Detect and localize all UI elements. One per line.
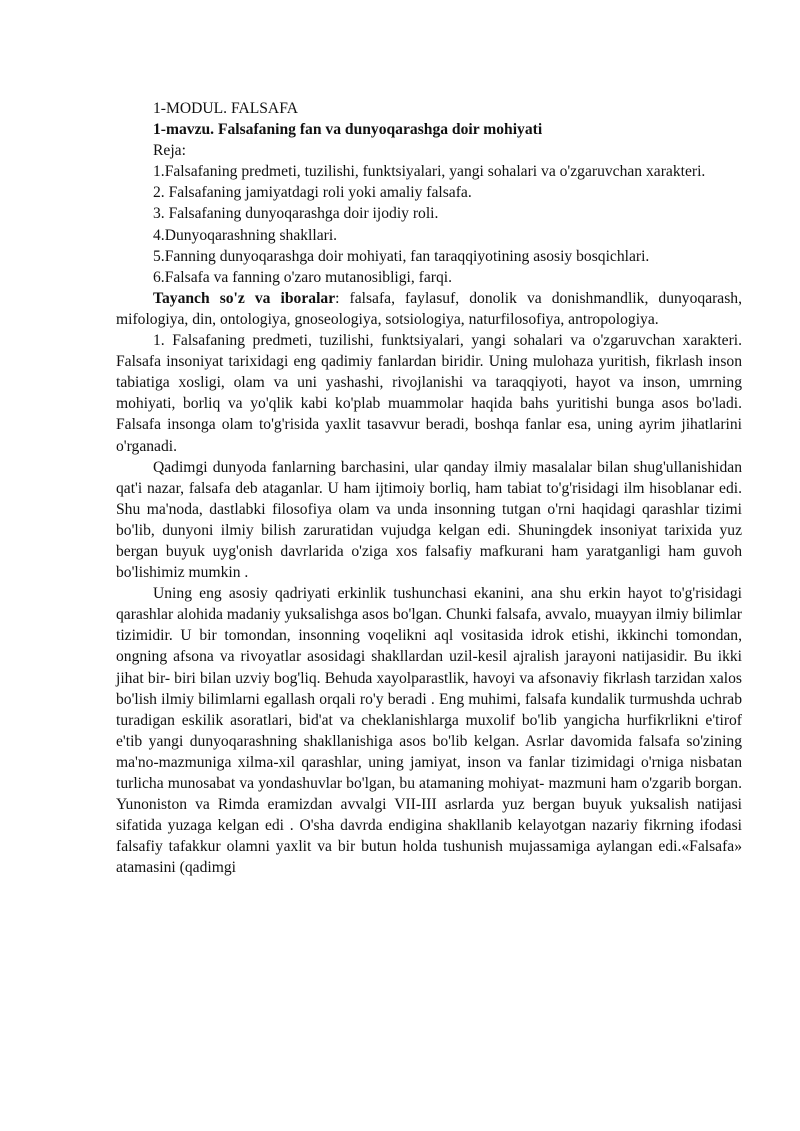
plan-item-1: 1.Falsafaning predmeti, tuzilishi, funktsiyalari, yangi sohalari va o'zgaruvchan xarakteri. <box>153 163 706 181</box>
body-paragraph-1: 1. Falsafaning predmeti, tuzilishi, funktsiyalari, yangi sohalari va o'zgaruvchan xarakteri. Falsafa insoniyat tarixidagi eng qadimiy fanlardan biridir. Uning mulohaza yuritish, fikrlash inson tabiatiga xosligi, olam va uni yashashi, rivojlanishi va taraqqiyoti, hayot va inson, umrning mohiyati, borliq va yo'qlik kabi ko'plab muammolar haqida bahs yuritishi bunga asos bo'ladi. Falsafa insonga olam to'g'risida yaxlit tasavvur beradi, boshqa fanlar esa, uning ayrim jihatlarini o'rganadi. <box>116 332 742 455</box>
keywords-label: Tayanch so'z va iboralar <box>153 289 336 307</box>
plan-list <box>116 161 742 288</box>
plan-item-3: 3. Falsafaning dunyoqarashga doir ijodiy roli. <box>153 205 439 223</box>
plan-item-2: 2. Falsafaning jamiyatdagi roli yoki amaliy falsafa. <box>153 184 472 202</box>
keywords-paragraph <box>116 288 742 330</box>
document-page <box>116 98 742 878</box>
plan-label: Reja: <box>153 142 186 160</box>
plan-item-4: 4.Dunyoqarashning shakllari. <box>153 226 338 244</box>
keywords-text: : falsafa, faylasuf, donolik va donishmandlik, dunyoqarash, mifologiya, din, ontologiya, gnoseologiya, sotsiologiya, naturfilosofiya, antropologiya. <box>116 289 742 328</box>
body-paragraph-3: Uning eng asosiy qadriyati erkinlik tushunchasi ekanini, ana shu erkin hayot to'g'risidagi qarashlar alohida madaniy yuksalishga asos bo'lgan. Chunki falsafa, avvalo, muayyan ilmiy bilimlar tizimidir. U bir tomondan, insonning voqelikni aql vositasida idrok etishi, ikkinchi tomondan, ongning afsona va rivoyatlar asosidagi shakllardan uzil-kesil ajralish jarayoni natijasidir. Bu ikki jihat bir- biri bilan uzviy bog'liq. Behuda xayolparastlik, havoyi va afsonaviy fikrlash tarzidan xalos bo'lish ilmiy bilimlarni egallash orqali ro'y beradi . Eng muhimi, falsafa kundalik turmushda uchrab turadigan eskilik asoratlari, bid'at va cheklanishlarga muxolif bo'lib yangicha hurfikrlikni e'tirof e'tib yangi dunyoqarashning shakllanishiga asos bo'lib kelgan. Asrlar davomida falsafa so'zining ma'no-mazmuniga xilma-xil qarashlar, uning jamiyat, inson va fanlar tizimidagi o'rniga nisbatan turlicha munosabat va yondashuvlar bo'lgan, bu atamaning mohiyat- mazmuni ham o'zgarib borgan. Yunoniston va Rimda eramizdan avvalgi VII-III asrlarda yuz bergan buyuk yuksalish natijasi sifatida yuzaga kelgan edi . O'sha davrda endigina shakllanib kelayotgan nazariy fikrning ifodasi falsafiy tafakkur olamni yaxlit va bir butun holda tushunish mujassamiga aylangan edi.«Falsafa» atamasini (qadimgi <box>116 585 742 877</box>
plan-item-5: 5.Fanning dunyoqarashga doir mohiyati, fan taraqqiyotining asosiy bosqichlari. <box>153 247 650 265</box>
topic-title: 1-mavzu. Falsafaning fan va dunyoqarashga doir mohiyati <box>153 121 543 139</box>
body-paragraph-2: Qadimgi dunyoda fanlarning barchasini, ular qanday ilmiy masalalar bilan shug'ullanishidan qat'i nazar, falsafa deb ataganlar. U ham ijtimoiy borliq, ham tabiat to'g'risidagi ilm hisoblanar edi. Shu ma'noda, dastlabki filosofiya olam va unda insonning tutgan o'rni haqidagi qarashlar tizimi bo'lib, dunyoni ilmiy bilish zaruratidan vujudga kelgan edi. Shuningdek insoniyat tarixida yuz bergan buyuk uyg'onish davrlarida o'ziga xos falsafiy mafkurani ham yaratganligi ham guvoh bo'lishimiz mumkin . <box>116 458 742 582</box>
plan-item-6: 6.Falsafa va fanning o'zaro mutanosibligi, farqi. <box>153 268 453 286</box>
module-title: 1-MODUL. FALSAFA <box>153 100 298 117</box>
